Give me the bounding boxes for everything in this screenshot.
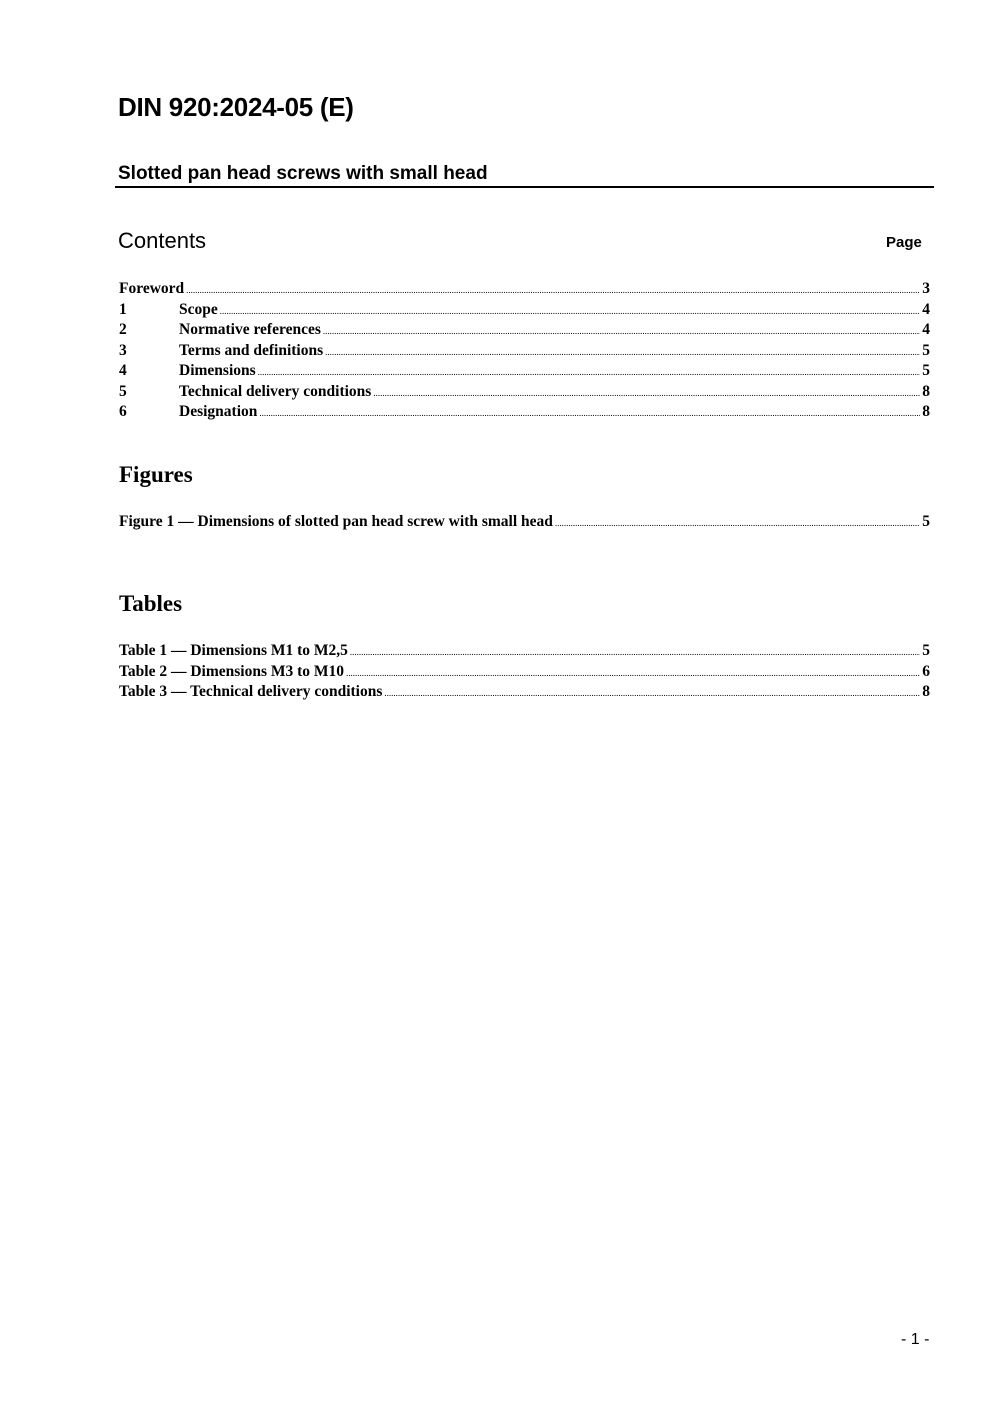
toc-entry-label: Scope (179, 300, 218, 318)
page-number: - 1 - (901, 1331, 930, 1348)
leader-dots (384, 683, 920, 704)
toc-entry-page: 8 (922, 403, 930, 420)
tables-heading: Tables (119, 591, 183, 616)
table-entry-page: 6 (922, 662, 930, 680)
table-entry-label: Table 1 — Dimensions M1 to M2,5 (119, 642, 348, 659)
table-entry-label: Table 3 — Technical delivery conditions (119, 683, 383, 700)
toc-entry-number: 2 (119, 321, 127, 338)
leader-dots (373, 383, 920, 404)
toc-entry-normative-references[interactable] (119, 320, 930, 341)
toc-entry-page: 5 (922, 362, 930, 379)
toc-entry-page: 8 (922, 382, 930, 400)
contents-list (119, 279, 930, 423)
toc-entry-designation[interactable] (119, 402, 930, 423)
figure-entry-label: Figure 1 — Dimensions of slotted pan head screw with small head (119, 513, 553, 530)
figures-list (119, 512, 930, 533)
figure-entry[interactable] (119, 512, 930, 533)
page-column-label: Page (886, 234, 922, 251)
toc-entry-page: 3 (922, 280, 930, 297)
leader-dots (323, 321, 920, 342)
table-entry-page: 8 (922, 683, 930, 700)
table-entry-label: Table 2 — Dimensions M3 to M10 (119, 662, 345, 680)
toc-entry-label: Technical delivery conditions (179, 382, 372, 400)
leader-dots (258, 362, 921, 383)
leader-dots (325, 342, 920, 363)
toc-entry-page: 4 (922, 300, 930, 318)
toc-entry-foreword[interactable] (119, 279, 930, 300)
leader-dots (186, 280, 920, 301)
toc-entry-label: Normative references (179, 321, 321, 338)
toc-entry-dimensions[interactable] (119, 361, 930, 382)
toc-entry-number: 4 (119, 362, 127, 379)
toc-entry-scope[interactable] (119, 300, 930, 321)
table-entry[interactable] (119, 662, 930, 683)
toc-entry-number: 3 (119, 341, 127, 359)
toc-entry-label: Designation (179, 403, 258, 420)
toc-entry-number: 1 (119, 300, 127, 318)
leader-dots (346, 663, 920, 684)
figure-entry-page: 5 (922, 513, 930, 530)
toc-entry-technical-delivery-conditions[interactable] (119, 382, 930, 403)
toc-entry-label: Foreword (119, 280, 185, 297)
table-entry-page: 5 (922, 642, 930, 659)
title-rule (115, 186, 934, 188)
toc-entry-page: 4 (922, 321, 930, 338)
contents-heading: Contents (118, 228, 207, 253)
toc-entry-terms-and-definitions[interactable] (119, 341, 930, 362)
figures-heading: Figures (119, 462, 193, 487)
toc-entry-number: 5 (119, 382, 127, 400)
document-title: Slotted pan head screws with small head (118, 163, 488, 184)
tables-list (119, 641, 930, 703)
leader-dots (220, 301, 921, 322)
toc-entry-label: Dimensions (179, 362, 256, 379)
table-entry[interactable] (119, 641, 930, 662)
toc-entry-page: 5 (922, 341, 930, 359)
toc-entry-number: 6 (119, 403, 127, 420)
leader-dots (350, 642, 920, 663)
leader-dots (259, 403, 920, 424)
document-id: DIN 920:2024-05 (E) (118, 92, 354, 122)
table-entry[interactable] (119, 682, 930, 703)
leader-dots (555, 513, 920, 534)
toc-entry-label: Terms and definitions (179, 341, 324, 359)
